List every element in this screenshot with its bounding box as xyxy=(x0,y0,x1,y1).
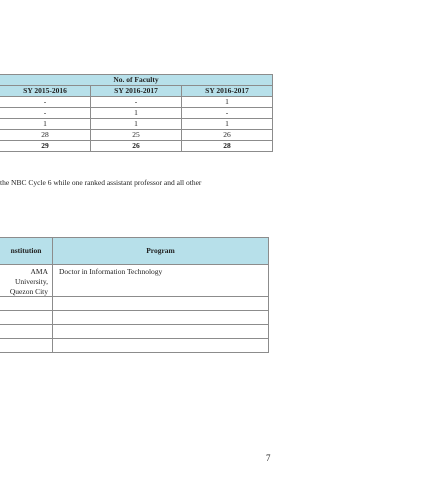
program-header: Program xyxy=(53,238,269,265)
table-row xyxy=(0,297,269,311)
total-cell: 29 xyxy=(0,141,91,152)
table-cell: 1 xyxy=(91,108,182,119)
program-cell xyxy=(53,297,269,311)
table-cell: 1 xyxy=(182,97,273,108)
total-cell: 26 xyxy=(91,141,182,152)
column-header: SY 2016-2017 xyxy=(91,86,182,97)
table-row xyxy=(0,339,269,353)
table-row xyxy=(0,265,269,297)
table-cell: - xyxy=(91,97,182,108)
table-row xyxy=(0,97,273,108)
faculty-group-header: No. of Faculty xyxy=(0,75,273,86)
table-cell: 26 xyxy=(182,130,273,141)
table-row xyxy=(0,311,269,325)
table-row xyxy=(0,119,273,130)
table-row xyxy=(0,325,269,339)
table-cell: - xyxy=(182,108,273,119)
program-cell xyxy=(53,311,269,325)
table-cell: 28 xyxy=(0,130,91,141)
column-header: SY 2015-2016 xyxy=(0,86,91,97)
body-text: the NBC Cycle 6 while one ranked assistant professor and all other xyxy=(0,178,202,187)
table-cell: 25 xyxy=(91,130,182,141)
institution-cell xyxy=(0,297,53,311)
program-table xyxy=(0,237,269,353)
institution-cell: AMA University, Quezon City xyxy=(0,265,53,297)
table-cell: - xyxy=(0,108,91,119)
page-number: 7 xyxy=(266,453,271,463)
program-cell: Doctor in Information Technology xyxy=(53,265,269,297)
totals-row xyxy=(0,141,273,152)
institution-cell xyxy=(0,339,53,353)
total-cell: 28 xyxy=(182,141,273,152)
institution-header: nstitution xyxy=(0,238,53,265)
program-cell xyxy=(53,325,269,339)
institution-cell xyxy=(0,325,53,339)
table-cell: - xyxy=(0,97,91,108)
program-cell xyxy=(53,339,269,353)
faculty-column-header-row xyxy=(0,86,273,97)
table-cell: 1 xyxy=(182,119,273,130)
table-row xyxy=(0,108,273,119)
program-header-row xyxy=(0,238,269,265)
table-cell: 1 xyxy=(91,119,182,130)
faculty-table xyxy=(0,74,273,152)
table-row xyxy=(0,130,273,141)
faculty-group-header-row xyxy=(0,75,273,86)
column-header: SY 2016-2017 xyxy=(182,86,273,97)
institution-cell xyxy=(0,311,53,325)
table-cell: 1 xyxy=(0,119,91,130)
